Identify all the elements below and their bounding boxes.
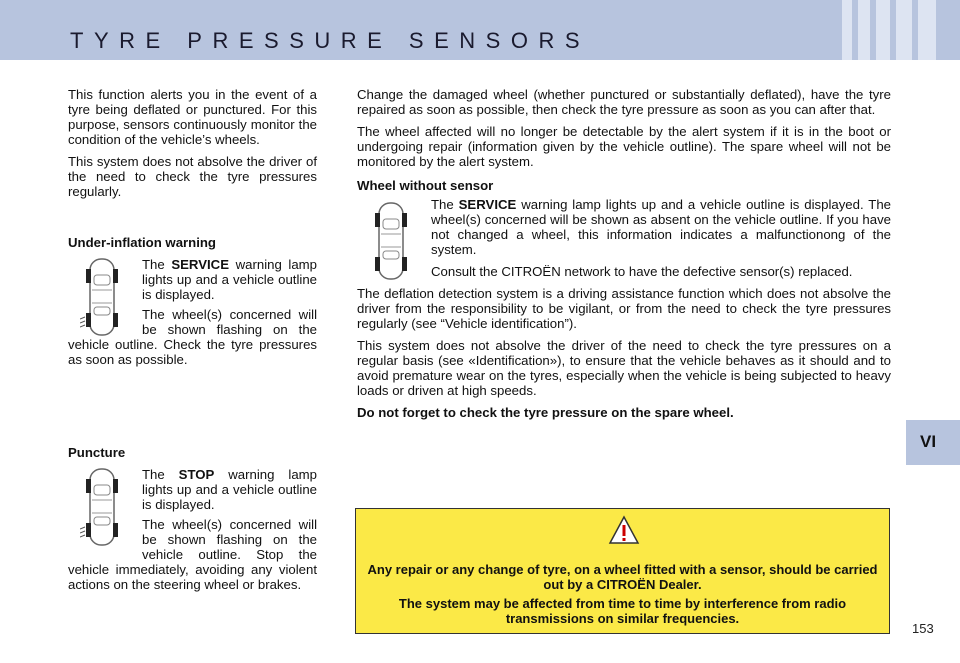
text: The wheel(s) concerned will be shown flashing on the vehicle outline. Check the tyre pressures as soon as possible. <box>68 307 317 367</box>
spare-wheel-reminder: Do not forget to check the tyre pressure on the spare wheel. <box>357 405 734 420</box>
warning-line-1: Any repair or any change of tyre, on a wheel fitted with a sensor, should be carried out by a CITROËN Dealer. <box>367 562 878 592</box>
body-paragraph: This system does not absolve the driver of the need to check the tyre pressures on a regular basis (see «Identification»), to ensure that the vehicle behaves as it should and to avoid premature wear on the tyres, especially when the vehicle is being subjected to heavy loads or driven at high speeds. <box>357 338 891 398</box>
without-sensor-block <box>357 197 891 279</box>
stop-lamp-label: STOP <box>178 467 215 482</box>
header-stripe <box>876 0 890 60</box>
text: warning lamp lights up and a vehicle outline is displayed. <box>142 257 317 302</box>
warning-triangle-icon <box>608 515 640 545</box>
without-sensor-p1 <box>431 197 891 257</box>
puncture-heading: Puncture <box>68 445 126 460</box>
text: The <box>142 257 165 272</box>
header-stripe <box>896 0 912 60</box>
vehicle-outline-icon <box>80 465 124 549</box>
underinflation-p1 <box>142 257 317 302</box>
warning-box <box>355 508 890 634</box>
text: warning lamp lights up and a vehicle outline is displayed. <box>142 467 317 512</box>
left-intro <box>68 87 317 206</box>
right-column <box>357 87 891 427</box>
intro-paragraph: This function alerts you in the event of a tyre being deflated or punctured. For this purpose, sensors continuously monitor the condition of the vehicle’s wheels. <box>68 87 317 147</box>
body-paragraph: The wheel affected will no longer be detectable by the alert system if it is in the boot or undergoing repair (information given by the vehicle outline). The spare wheel will not be monitored by the alert system. <box>357 124 891 169</box>
header-bar <box>0 0 960 60</box>
service-lamp-label: SERVICE <box>458 197 517 212</box>
page-title: TYRE PRESSURE SENSORS <box>70 28 591 53</box>
text: The <box>142 467 165 482</box>
header-stripe <box>842 0 852 60</box>
body-paragraph: The deflation detection system is a driving assistance function which does not absolve the driver from the responsibility to be vigilant, or from the need to check the tyre pressures regularly (see “Vehicle identification”). <box>357 286 891 331</box>
warning-text <box>366 563 879 631</box>
body-paragraph: Change the damaged wheel (whether punctured or substantially deflated), have the tyre repaired as soon as possible, then check the tyre pressure as soon as you can after that. <box>357 87 891 117</box>
text: The wheel(s) concerned will be shown flashing on the vehicle outline. Stop the vehicle immediately, avoiding any violent actions on the steering wheel or brakes. <box>68 517 317 592</box>
puncture-section <box>68 445 317 599</box>
puncture-p1 <box>142 467 317 512</box>
underinflation-heading: Under-inflation warning <box>68 235 216 250</box>
chapter-tab-label: VI <box>920 432 937 451</box>
text: The <box>431 197 454 212</box>
underinflation-section <box>68 235 317 374</box>
header-stripe <box>918 0 936 60</box>
chapter-tab <box>906 420 960 465</box>
service-lamp-label: SERVICE <box>171 257 230 272</box>
intro-paragraph: This system does not absolve the driver of the need to check the tyre pressures regularly. <box>68 154 317 199</box>
vehicle-outline-icon <box>369 199 413 283</box>
without-sensor-heading: Wheel without sensor <box>357 178 494 193</box>
text: Consult the CITROËN network to have the defective sensor(s) replaced. <box>431 264 853 279</box>
without-sensor-p2 <box>357 264 891 279</box>
page-number: 153 <box>912 621 934 636</box>
text: warning lamp lights up and a vehicle outline is displayed. The wheel(s) concerned will be shown as absent on the vehicle outline. If you have not changed a wheel, this information indicates a malfunctionong of the system. <box>431 197 892 257</box>
vehicle-outline-icon <box>80 255 124 339</box>
warning-line-2: The system may be affected from time to time by interference from radio transmissions on similar frequencies. <box>398 596 847 626</box>
header-stripe <box>858 0 870 60</box>
